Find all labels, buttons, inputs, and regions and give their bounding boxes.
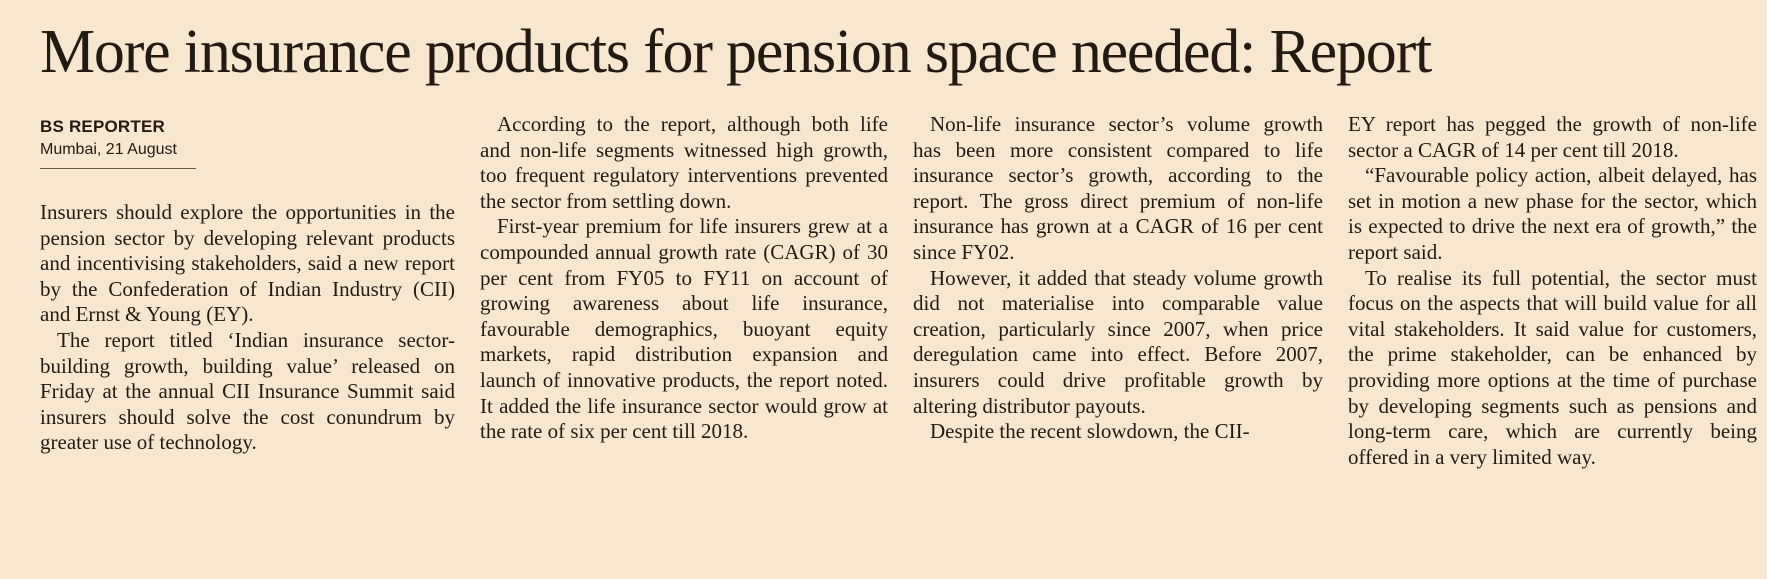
paragraph: Non-life insurance sector’s volume growth has been more consistent compared to life insurance sector’s growth, according to the report. The gross direct premium of non-life insurance has grown at a CAGR of 16 per cent since FY02. (913, 112, 1323, 264)
article-column-4 (1348, 112, 1757, 470)
paragraph: EY report has pegged the growth of non-life sector a CAGR of 14 per cent till 2018. (1348, 112, 1757, 162)
paragraph: However, it added that steady volume growth did not materialise into comparable value creation, particularly since 2007, when price deregulation came into effect. Before 2007, insurers could drive profitable growth by altering distributor payouts. (913, 265, 1323, 418)
byline (40, 116, 200, 169)
paragraph: Despite the recent slowdown, the CII- (930, 419, 1250, 444)
paragraph: To realise its full potential, the sector must focus on the aspects that will build value for all vital stakeholders. It said value for customers, the prime stakeholder, can be enhanced by providing more options at the time of purchase by developing segments such as pensions and long-term care, which are currently being offered in a very limited way. (1348, 265, 1757, 469)
paragraph: First-year premium for life insurers grew at a compounded annual growth rate (CAGR) of 30 per cent from FY05 to FY11 on account of growing awareness about life insurance, favourable demographics, buoyant equity markets, rapid distribution expansion and launch of innovative products, the report noted. It added the life insurance sector would grow at the rate of six per cent till 2018. (480, 214, 888, 444)
byline-divider (40, 168, 196, 169)
article-column-3 (913, 112, 1323, 445)
article-column-1 (40, 200, 455, 456)
paragraph: According to the report, although both life and non-life segments witnessed high growth, too frequent regulatory interventions prevented the sector from settling down. (480, 112, 888, 213)
byline-reporter: BS REPORTER (40, 117, 165, 136)
byline-dateline: Mumbai, 21 August (40, 141, 177, 158)
article-column-2 (480, 112, 888, 445)
paragraph: The report titled ‘Indian insurance sector-building growth, building value’ released on Friday at the annual CII Insurance Summit said insurers should solve the cost conundrum by greater use of technology. (40, 327, 455, 455)
headline: More insurance products for pension space needed: Report (40, 18, 1432, 86)
paragraph: “Favourable policy action, albeit delayed, has set in motion a new phase for the sector, which is expected to drive the next era of growth,” the report said. (1348, 163, 1757, 264)
paragraph: Insurers should explore the opportunities in the pension sector by developing relevant products and incentivising stakeholders, said a new report by the Confederation of Indian Industry (CII) and Ernst & Young (EY). (40, 200, 455, 327)
